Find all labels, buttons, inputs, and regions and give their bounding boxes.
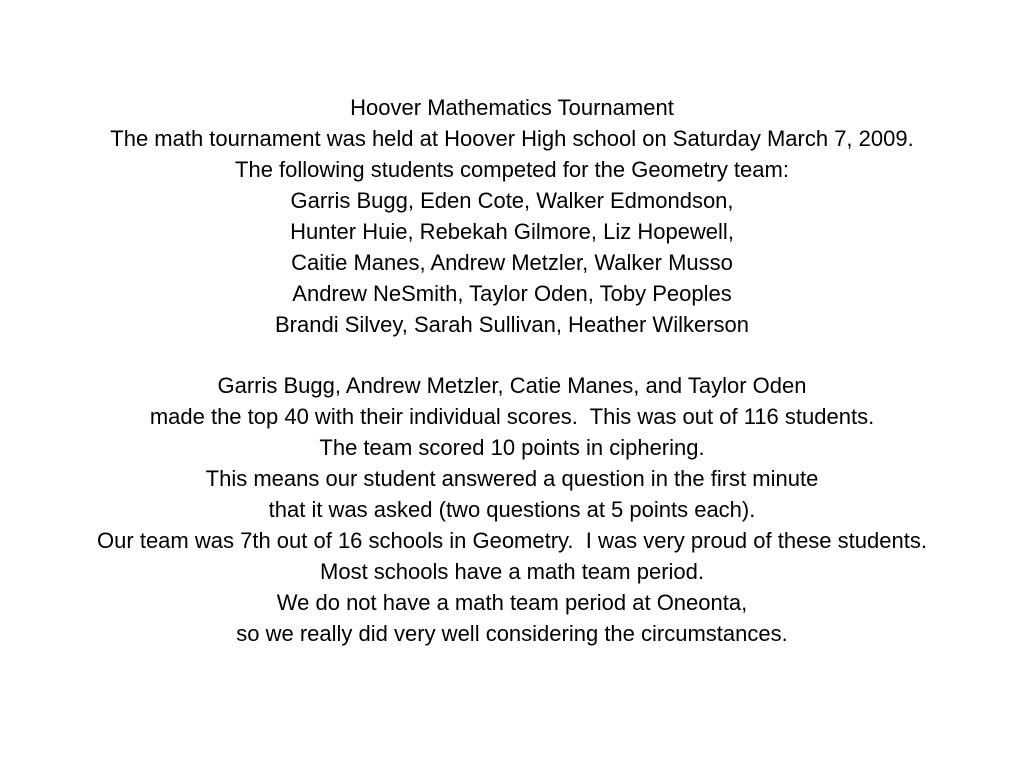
results-line: made the top 40 with their individual scores. This was out of 116 students. bbox=[149, 404, 875, 429]
student-list-line: Caitie Manes, Andrew Metzler, Walker Musso bbox=[291, 250, 733, 275]
intro-line: The math tournament was held at Hoover High school on Saturday March 7, 2009. bbox=[110, 126, 914, 151]
student-list-line: Andrew NeSmith, Taylor Oden, Toby Peoples bbox=[292, 281, 732, 306]
results-line: Garris Bugg, Andrew Metzler, Catie Manes, and Taylor Oden bbox=[217, 373, 807, 398]
results-line: The team scored 10 points in ciphering. bbox=[319, 435, 705, 460]
results-block bbox=[0, 370, 1024, 649]
results-line: Most schools have a math team period. bbox=[320, 559, 704, 584]
intro-line: The following students competed for the Geometry team: bbox=[235, 157, 789, 182]
heading-block bbox=[0, 92, 1024, 340]
page-title: Hoover Mathematics Tournament bbox=[350, 95, 674, 120]
results-line: so we really did very well considering the circumstances. bbox=[236, 621, 788, 646]
student-list-line: Hunter Huie, Rebekah Gilmore, Liz Hopewell, bbox=[290, 219, 734, 244]
results-line: We do not have a math team period at Oneonta, bbox=[276, 590, 748, 615]
student-list-line: Garris Bugg, Eden Cote, Walker Edmondson, bbox=[290, 188, 734, 213]
results-line: that it was asked (two questions at 5 points each). bbox=[268, 497, 756, 522]
results-line: Our team was 7th out of 16 schools in Geometry. I was very proud of these students. bbox=[97, 528, 927, 553]
results-line: This means our student answered a question in the first minute bbox=[205, 466, 819, 491]
student-list-line: Brandi Silvey, Sarah Sullivan, Heather Wilkerson bbox=[274, 312, 750, 337]
